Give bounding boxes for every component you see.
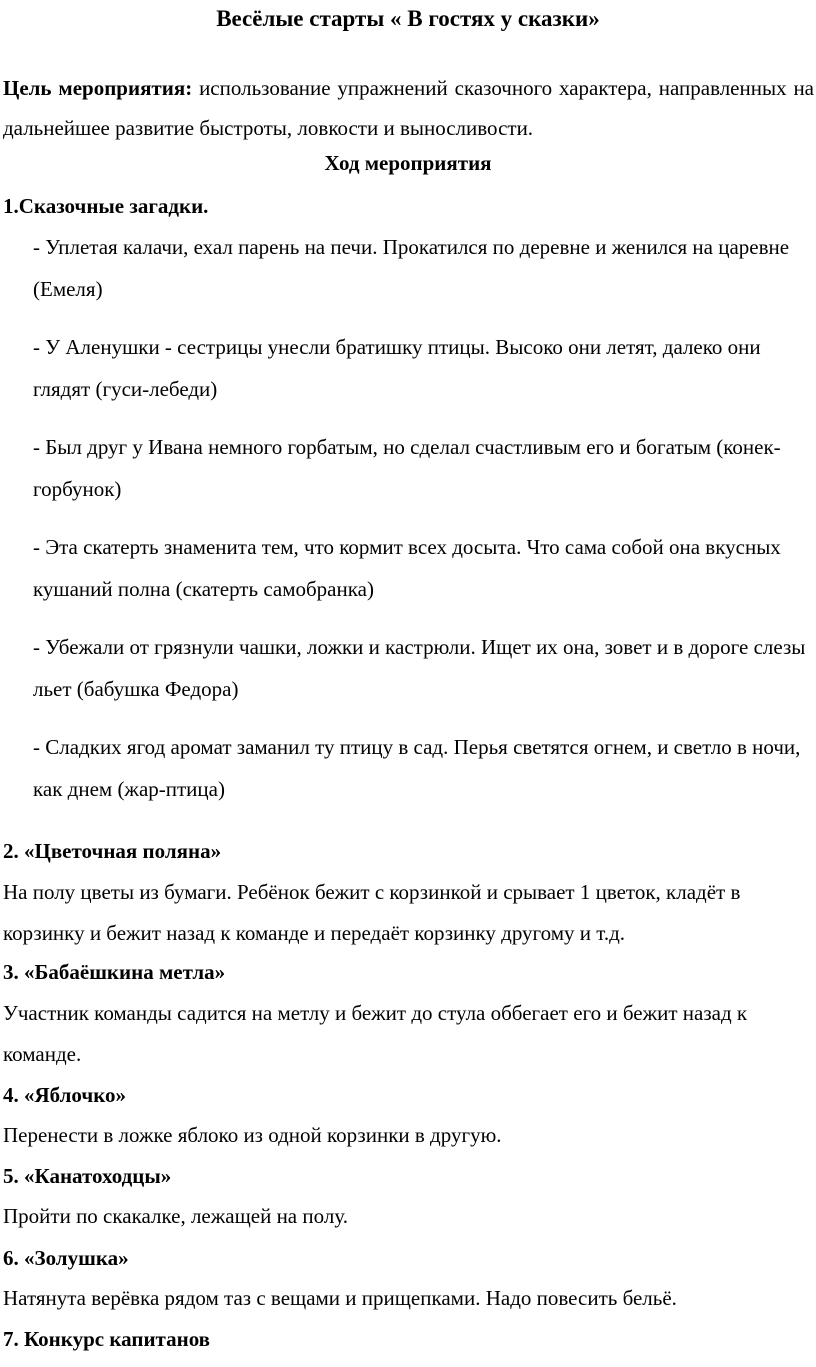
document-title: Весёлые старты « В гостях у сказки» (216, 6, 600, 31)
riddle-item: - Уплетая калачи, ехал парень на печи. Прокатился по деревне и женился на царевне (Емеля) (33, 235, 790, 301)
riddle-item: - У Аленушки - сестрицы унесли братишку птицы. Высоко они летят, далеко они глядят (гуси-лебеди) (33, 335, 761, 401)
section-text-apple: Перенести в ложке яблоко из одной корзинки в другую. (3, 1123, 502, 1147)
section-heading-flower-meadow: 2. «Цветочная поляна» (3, 839, 222, 863)
section-heading-captains: 7. Конкурс капитанов (3, 1327, 211, 1351)
section-heading-apple: 4. «Яблочко» (3, 1083, 127, 1107)
section-heading-riddles: 1.Сказочные загадки. (3, 194, 209, 218)
section-text-broom: Участник команды садится на метлу и бежит до стула оббегает его и бежит назад к команде. (3, 1001, 748, 1066)
section-heading-cinderella: 6. «Золушка» (3, 1246, 129, 1270)
goal-label: Цель мероприятия: (3, 76, 193, 100)
riddle-item: - Сладких ягод аромат заманил ту птицу в сад. Перья светятся огнем, и светло в ночи, как днем (жар-птица) (33, 735, 801, 801)
riddle-item: - Эта скатерть знаменита тем, что кормит всех досыта. Что сама собой она вкусных кушаний полна (скатерть самобранка) (33, 535, 781, 601)
riddle-item: - Был друг у Ивана немного горбатым, но сделал счастливым его и богатым (конек-горбунок) (33, 435, 781, 501)
section-heading-broom: 3. «Бабаёшкина метла» (3, 960, 226, 984)
goal-paragraph (3, 68, 814, 148)
section-text-tightrope: Пройти по скакалке, лежащей на полу. (3, 1204, 348, 1228)
section-text-flower-meadow: На полу цветы из бумаги. Ребёнок бежит с корзинкой и срывает 1 цветок, кладёт в корзинку и бежит назад к команде и передаёт корзинку другому и т.д. (3, 880, 741, 945)
section-text-cinderella: Натянута верёвка рядом таз с вещами и прищепками. Надо повесить бельё. (3, 1286, 677, 1310)
riddle-item: - Убежали от грязнули чашки, ложки и кастрюли. Ищет их она, зовет и в дороге слезы льет (бабушка Федора) (33, 635, 806, 701)
goal-text: использование упражнений сказочного характера, направленных на дальнейшее развитие быстроты, ловкости и выносливости. (3, 76, 815, 140)
section-subtitle: Ход мероприятия (324, 151, 492, 175)
section-heading-tightrope: 5. «Канатоходцы» (3, 1164, 172, 1188)
